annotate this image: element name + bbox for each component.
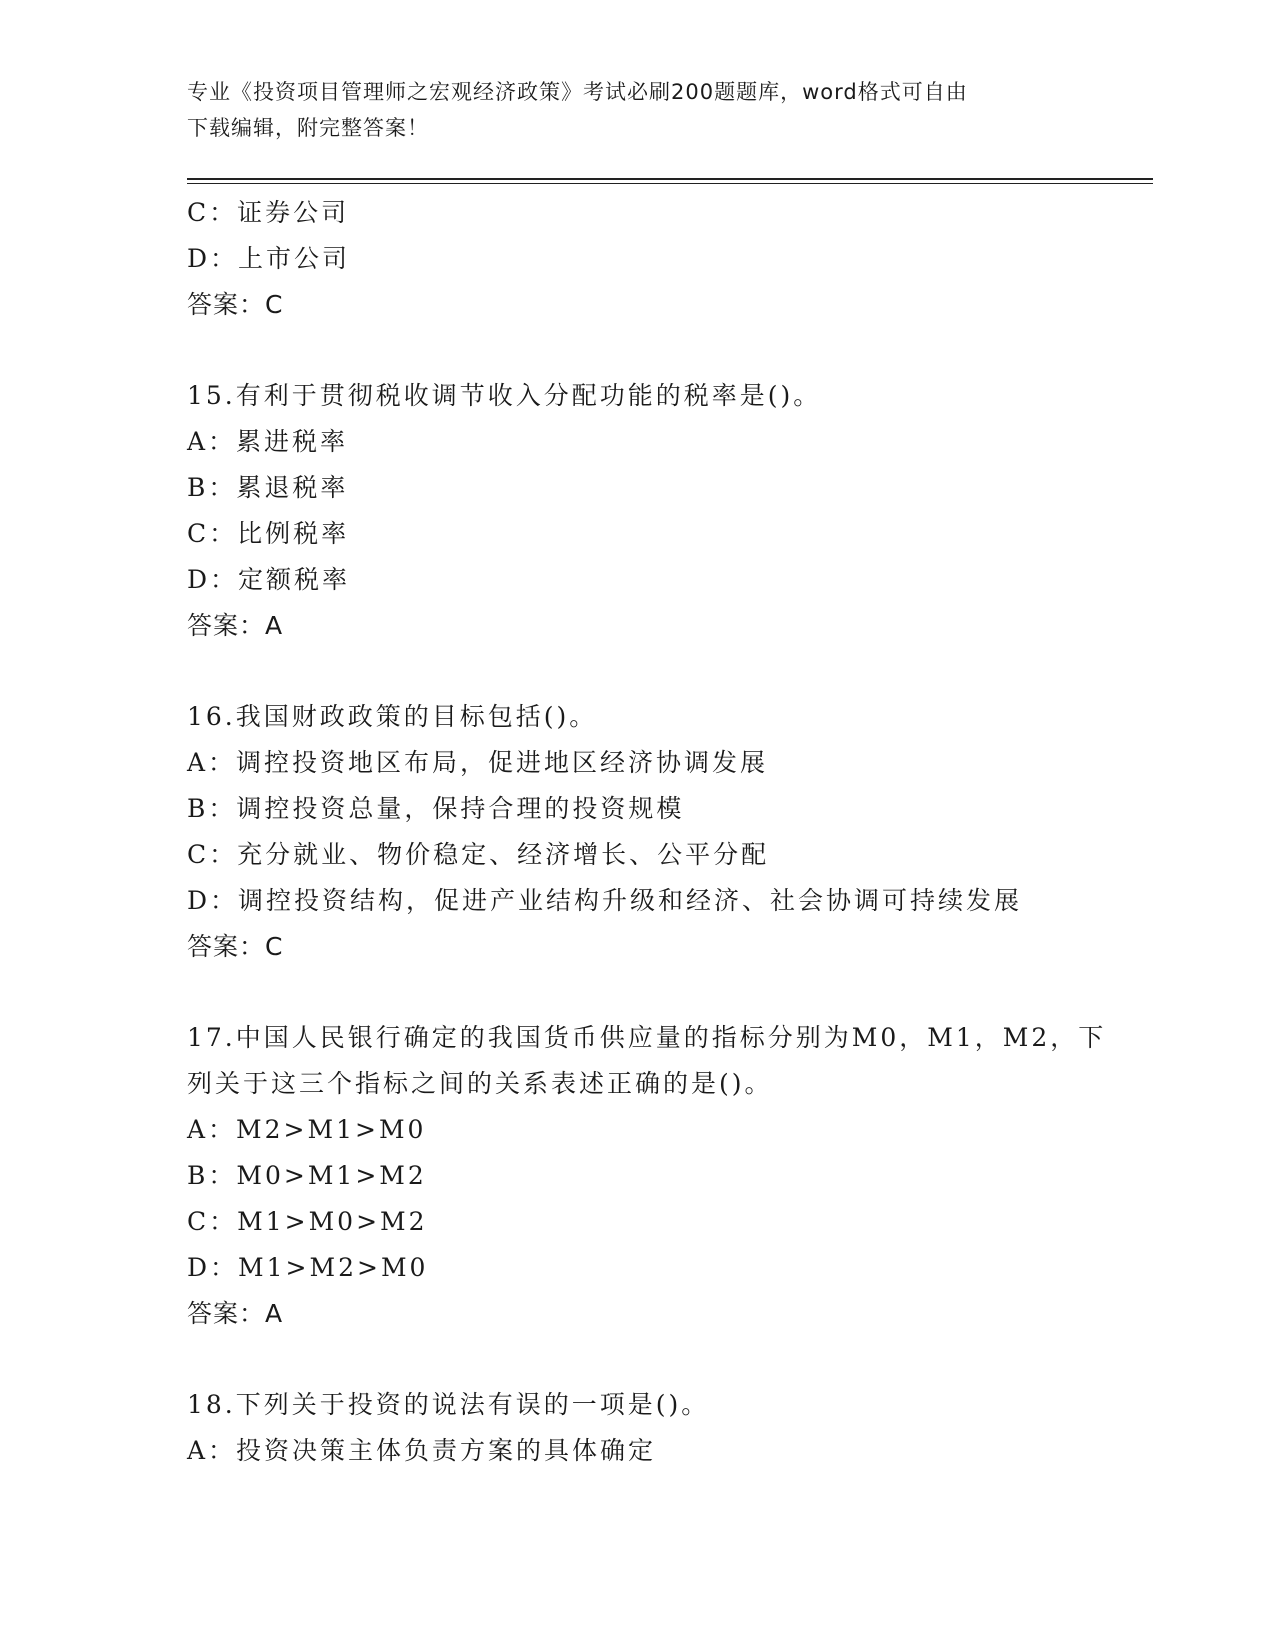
question-stem: 18.下列关于投资的说法有误的一项是()。 xyxy=(187,1390,710,1419)
header-line-1: 专业《投资项目管理师之宏观经济政策》考试必刷200题题库，word格式可自由 xyxy=(187,80,968,104)
answer: 答案：C xyxy=(187,932,284,961)
header-line-2: 下载编辑，附完整答案！ xyxy=(187,116,429,140)
option-c: C：充分就业、物价稳定、经济增长、公平分配 xyxy=(187,840,770,869)
option-a: A：M2>M1>M0 xyxy=(187,1115,427,1144)
answer: 答案：A xyxy=(187,1299,284,1328)
option-b: B：调控投资总量，保持合理的投资规模 xyxy=(187,794,685,823)
header-divider-top xyxy=(187,178,1153,180)
question-14 xyxy=(187,190,1153,328)
answer: 答案：A xyxy=(187,611,284,640)
option-c: C：M1>M0>M2 xyxy=(187,1207,428,1236)
option-d: D：M1>M2>M0 xyxy=(187,1253,429,1282)
option-b: B：M0>M1>M2 xyxy=(187,1161,427,1190)
question-stem-line-2: 列关于这三个指标之间的关系表述正确的是()。 xyxy=(187,1069,773,1098)
question-17 xyxy=(187,1015,1153,1337)
option-a: A：调控投资地区布局，促进地区经济协调发展 xyxy=(187,748,769,777)
option-a: A：投资决策主体负责方案的具体确定 xyxy=(187,1436,657,1465)
option-d: D：调控投资结构，促进产业结构升级和经济、社会协调可持续发展 xyxy=(187,886,1023,915)
document-header xyxy=(187,74,1087,146)
question-18 xyxy=(187,1382,1153,1474)
question-stem: 15.有利于贯彻税收调节收入分配功能的税率是()。 xyxy=(187,381,822,410)
option-c: C：比例税率 xyxy=(187,519,350,548)
option-d: D：上市公司 xyxy=(187,244,351,273)
question-list xyxy=(187,190,1153,1474)
question-15 xyxy=(187,373,1153,649)
option-a: A：累进税率 xyxy=(187,427,349,456)
header-divider-bottom xyxy=(187,183,1153,184)
option-d: D：定额税率 xyxy=(187,565,351,594)
option-c: C：证券公司 xyxy=(187,198,350,227)
answer: 答案：C xyxy=(187,290,284,319)
question-16 xyxy=(187,694,1153,970)
option-b: B：累退税率 xyxy=(187,473,349,502)
question-stem-line-1: 17.中国人民银行确定的我国货币供应量的指标分别为M0，M1，M2，下 xyxy=(187,1023,1107,1052)
question-stem: 16.我国财政政策的目标包括()。 xyxy=(187,702,598,731)
